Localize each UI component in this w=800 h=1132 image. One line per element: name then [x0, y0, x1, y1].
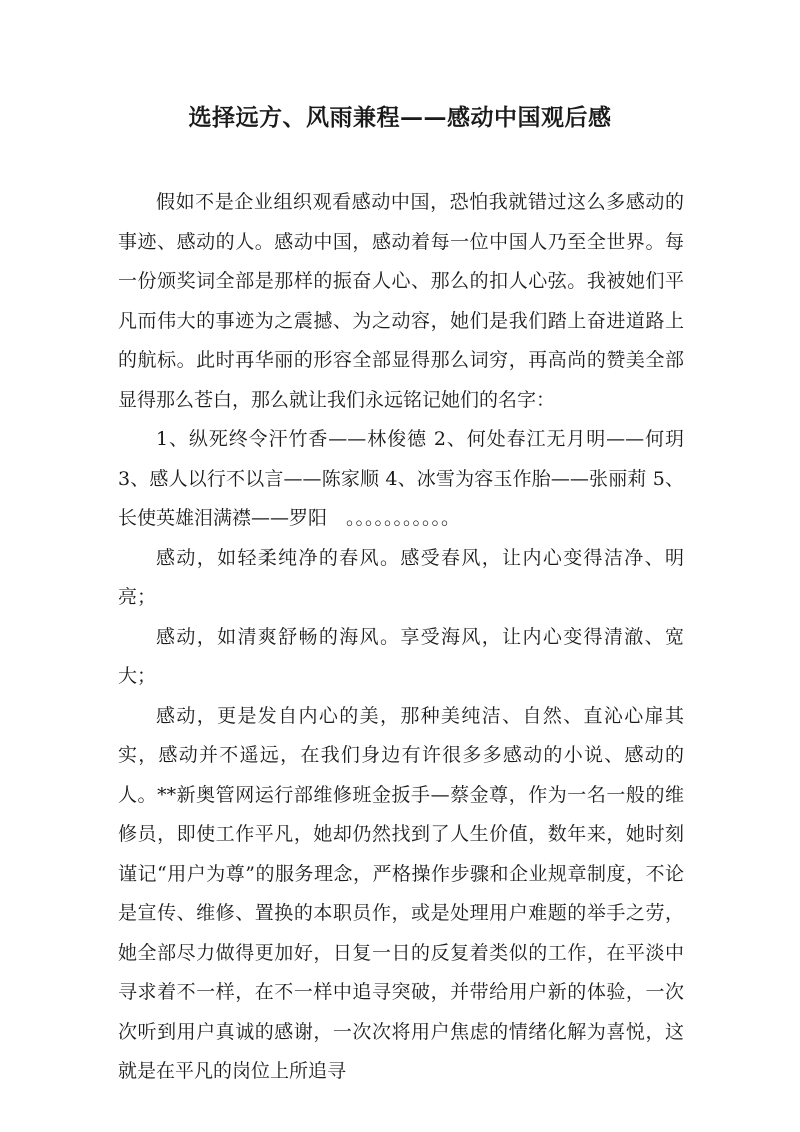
paragraph-sea-breeze: 感动，如清爽舒畅的海风。享受海风，让内心变得清澈、宽大； [118, 625, 684, 687]
paragraph-honoree-list: 1、纵死终令汗竹香——林俊德 2、何处春江无月明——何玥 3、感人以行不以言——陈家顺 4、冰雪为容玉作胎——张丽莉 5、长使英雄泪满襟——罗阳 。。。。。。。。。。。 [118, 428, 684, 529]
paragraph-intro: 假如不是企业组织观看感动中国，恐怕我就错过这么多感动的事迹、感动的人。感动中国，感动着每一位中国人乃至全世界。每一份颁奖词全部是那样的振奋人心、那么的扣人心弦。我被她们平凡而伟大的事迹为之震撼、为之动容，她们是我们踏上奋进道路上的航标。此时再华丽的形容全部显得那么词穷，再高尚的赞美全部显得那么苍白，那么就让我们永远铭记她们的名字： [118, 191, 684, 411]
paragraph-beauty-story: 感动，更是发自内心的美，那种美纯洁、自然、直沁心扉其实，感动并不遥远，在我们身边有许很多多感动的小说、感动的人。**新奥管网运行部维修班金扳手—蔡金尊，作为一名一般的维修员，即使工作平凡，她却仍然找到了人生价值，数年来，她时刻谨记“用户为尊”的服务理念，严格操作步骤和企业规章制度，不论是宣传、维修、置换的本职员作，或是处理用户难题的举手之劳，她全部尽力做得更加好，日复一日的反复着类似的工作，在平淡中寻求着不一样，在不一样中追寻突破，并带给用户新的体验，一次次听到用户真诚的感谢，一次次将用户焦虑的情绪化解为喜悦，这就是在平凡的岗位上所追寻 [118, 704, 684, 1082]
document-title: 选择远方、风雨兼程——感动中国观后感 [188, 104, 612, 131]
document-body [118, 183, 684, 1092]
paragraph-spring-breeze: 感动，如轻柔纯净的春风。感受春风，让内心变得洁净、明亮； [118, 546, 684, 608]
